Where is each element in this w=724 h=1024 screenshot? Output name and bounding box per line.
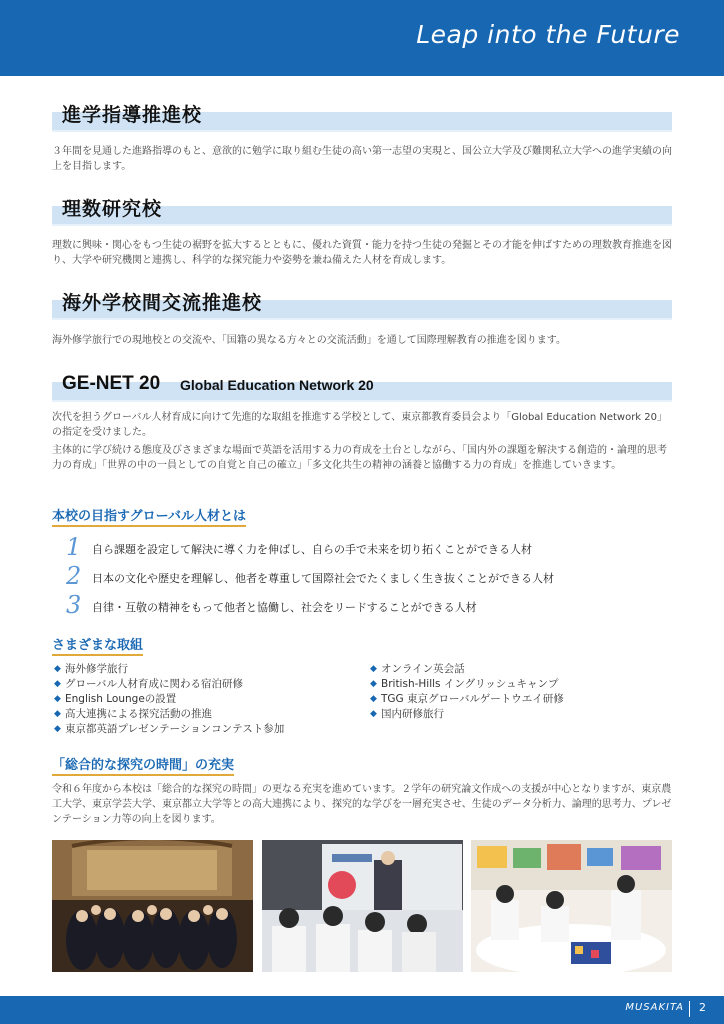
goal-item: [66, 562, 666, 594]
diamond-bullet-icon: ◆: [370, 679, 377, 689]
list-item: ◆ British-Hills イングリッシュキャンプ: [370, 678, 559, 690]
inquiry-body: 令和６年度から本校は「総合的な探究の時間」の更なる充実を進めています。２学年の研究論文作成への支援が中心となりますが、東京農工大学、東京学芸大学、東京都立大学等との高大連携により、探究的な学びを一層充実させ、生徒のデータ分析力、論理的思考力、プレゼンテーション力等の向上を図ります。: [52, 784, 672, 825]
goal-item: [66, 533, 666, 565]
diamond-bullet-icon: ◆: [370, 709, 377, 719]
inquiry-heading: 「総合的な探究の時間」の充実: [52, 754, 234, 776]
page-header: [0, 0, 724, 76]
list-item: ◆ グローバル人材育成に関わる宿泊研修: [54, 678, 243, 690]
list-item: ◆ 海外修学旅行: [54, 663, 128, 675]
diamond-bullet-icon: ◆: [370, 664, 377, 674]
goal-item: [66, 591, 666, 623]
footer-divider: [689, 1001, 690, 1017]
goal-text: 日本の文化や歴史を理解し、他者を尊重して国際社会でたくましく生き抜くことができる人材: [92, 572, 554, 585]
initiatives-heading: さまざまな取組: [52, 634, 143, 656]
photo-group-hall: [52, 840, 253, 972]
diamond-bullet-icon: ◆: [54, 709, 61, 719]
goals-heading: 本校の目指すグローバル人材とは: [52, 505, 246, 527]
goal-text: 自律・互敬の精神をもって他者と協働し、社会をリードすることができる人材: [92, 601, 477, 614]
page-footer: [0, 996, 724, 1024]
section-heading: 進学指導推進校: [62, 104, 203, 126]
genet-paragraph-1: 次代を担うグローバル人材育成に向けて先進的な取組を推進する学校として、東京都教育委員会より「Global Education Network 20」の指定を受けました。: [52, 412, 667, 438]
section-body: 海外修学旅行での現地校との交流や、「国籍の異なる方々との交流活動」を通して国際理解教育の推進を図ります。: [52, 335, 566, 346]
initiatives-list-right: [370, 662, 670, 722]
goal-number: 1: [66, 533, 82, 561]
goal-number: 2: [66, 562, 82, 590]
genet-paragraph-2: 主体的に学び続ける態度及びさまざまな場面で英語を活用する力の育成を土台としながら、「国内外の課題を解決する創造的・論理的思考力の育成」「世界の中の一員としての自覚と自己の確立」「多文化共生の精神の涵養と協働する力の育成」を推進していきます。: [52, 445, 667, 471]
section-body: 理数に興味・関心をもつ生徒の裾野を拡大するとともに、優れた資質・能力を持つ生徒の発掘とその才能を伸ばすための理数教育推進を図り、大学や研究機関と連携し、科学的な探究能力や姿勢を兼ね備えた人材を育成します。: [52, 240, 672, 266]
section-heading-band: [52, 194, 672, 230]
section-heading: 海外学校間交流推進校: [62, 292, 263, 314]
genet-subtitle: Global Education Network 20: [180, 377, 374, 393]
goal-text: 自ら課題を設定して解決に導く力を伸ばし、自らの手で未来を切り拓くことができる人材: [92, 543, 532, 556]
diamond-bullet-icon: ◆: [54, 724, 61, 734]
list-item: ◆ 国内研修旅行: [370, 708, 444, 720]
list-item: ◆ TGG 東京グローバルゲートウエイ研修: [370, 693, 564, 705]
section-heading: 理数研究校: [62, 198, 163, 220]
diamond-bullet-icon: ◆: [370, 694, 377, 704]
genet-title: GE-NET 20: [62, 373, 161, 394]
diamond-bullet-icon: ◆: [54, 664, 61, 674]
list-item: ◆ 高大連携による探究活動の推進: [54, 708, 212, 720]
page-number: 2: [699, 1001, 706, 1014]
section-heading-band: [52, 288, 672, 324]
list-item: ◆ 東京都英語プレゼンテーションコンテスト参加: [54, 723, 285, 735]
section-body: ３年間を見通した進路指導のもと、意欲的に勉学に取り組む生徒の高い第一志望の実現と、国公立大学及び難関私立大学への進学実績の向上を目指します。: [52, 146, 672, 172]
diamond-bullet-icon: ◆: [54, 679, 61, 689]
footer-brand: MUSAKITA: [625, 1002, 684, 1013]
diamond-bullet-icon: ◆: [54, 694, 61, 704]
photo-presentation: [262, 840, 463, 972]
list-item: ◆ オンライン英会話: [370, 663, 465, 675]
header-title: Leap into the Future: [416, 20, 680, 49]
list-item: ◆ English Loungeの設置: [54, 693, 177, 705]
photo-classroom: [471, 840, 672, 972]
section-heading-band: [52, 100, 672, 136]
goal-number: 3: [66, 591, 82, 619]
genet-heading-band: [52, 370, 672, 406]
initiatives-list-left: [54, 662, 364, 737]
